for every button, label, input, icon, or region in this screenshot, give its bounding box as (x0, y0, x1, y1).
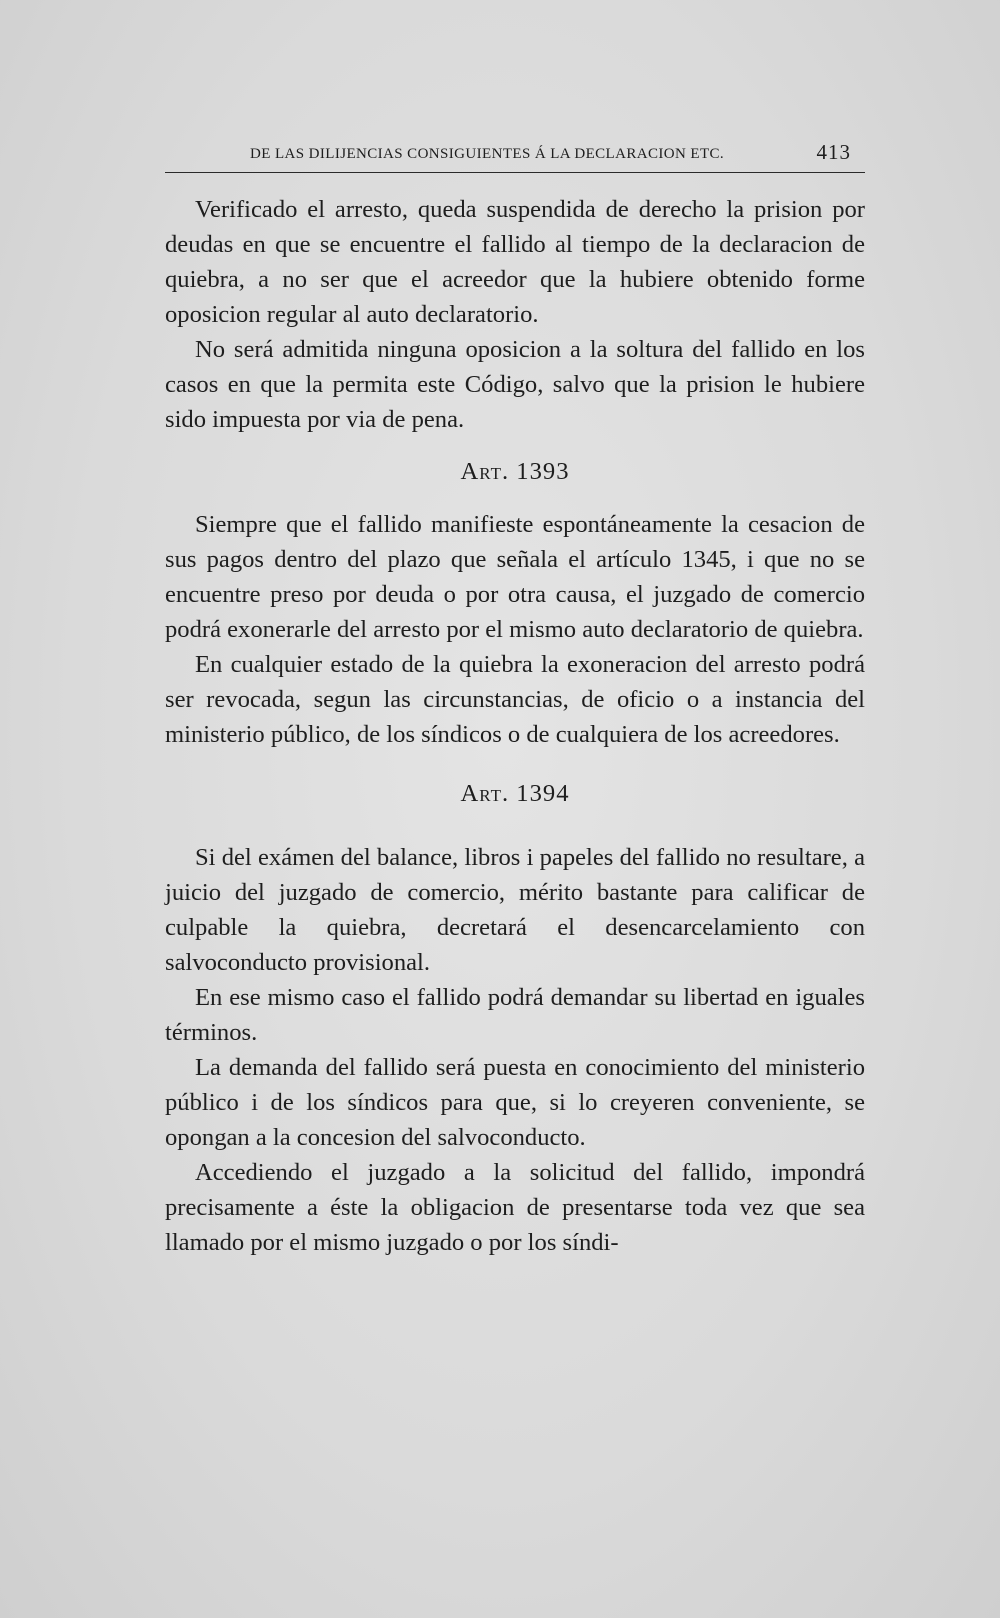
paragraph-release: Si del exámen del balance, libros i papeles del fallido no resultare, a juicio del juzgado de comercio, mérito bastante para calificar de culpable la quiebra, decretará el desencarcelamiento con salvoconducto provisional. (165, 844, 865, 976)
article-heading-1393 (165, 437, 865, 507)
paragraph-notice: La demanda del fallido será puesta en conocimiento del ministerio público i de los síndicos para que, si lo creyeren conveniente, se opongan a la concesion del salvoconducto. (165, 1054, 865, 1151)
article-label: Art. (460, 458, 510, 485)
article-heading-1394 (165, 752, 865, 840)
running-head (165, 138, 865, 173)
paragraph-obligation: Accediendo el juzgado a la solicitud del fallido, impondrá precisamente a éste la obligacion de presentarse toda vez que sea llamado por el mismo juzgado o por los síndi- (165, 1159, 865, 1256)
page-number: 413 (816, 140, 851, 164)
paragraph-arrest-effects: Verificado el arresto, queda suspendida de derecho la prision por deudas en que se encuentre el fallido al tiempo de la declaracion de quiebra, a no ser que el acreedor que la hubiere obtenido forme oposicion regular al auto declaratorio. (165, 196, 865, 328)
paragraph-demand-liberty: En ese mismo caso el fallido podrá demandar su libertad en iguales términos. (165, 984, 865, 1046)
body-text (165, 192, 865, 1260)
paragraph-exoneration: Siempre que el fallido manifieste espontáneamente la cesacion de sus pagos dentro del plazo que señala el artículo 1345, i que no se encuentre preso por deuda o por otra causa, el juzgado de comercio podrá exonerarle del arresto por el mismo auto declaratorio de quiebra. (165, 511, 865, 643)
article-number: 1393 (516, 458, 570, 485)
paragraph-no-opposition: No será admitida ninguna oposicion a la soltura del fallido en los casos en que la permita este Código, salvo que la prision le hubiere sido impuesta por via de pena. (165, 336, 865, 433)
article-label: Art. (460, 780, 510, 807)
running-title: DE LAS DILIJENCIAS CONSIGUIENTES Á LA DECLARACION ETC. (250, 146, 725, 162)
paragraph-revocation: En cualquier estado de la quiebra la exoneracion del arresto podrá ser revocada, segun las circunstancias, de oficio o a instancia del ministerio público, de los síndicos o de cualquiera de los acreedores. (165, 651, 865, 748)
article-number: 1394 (516, 780, 570, 807)
